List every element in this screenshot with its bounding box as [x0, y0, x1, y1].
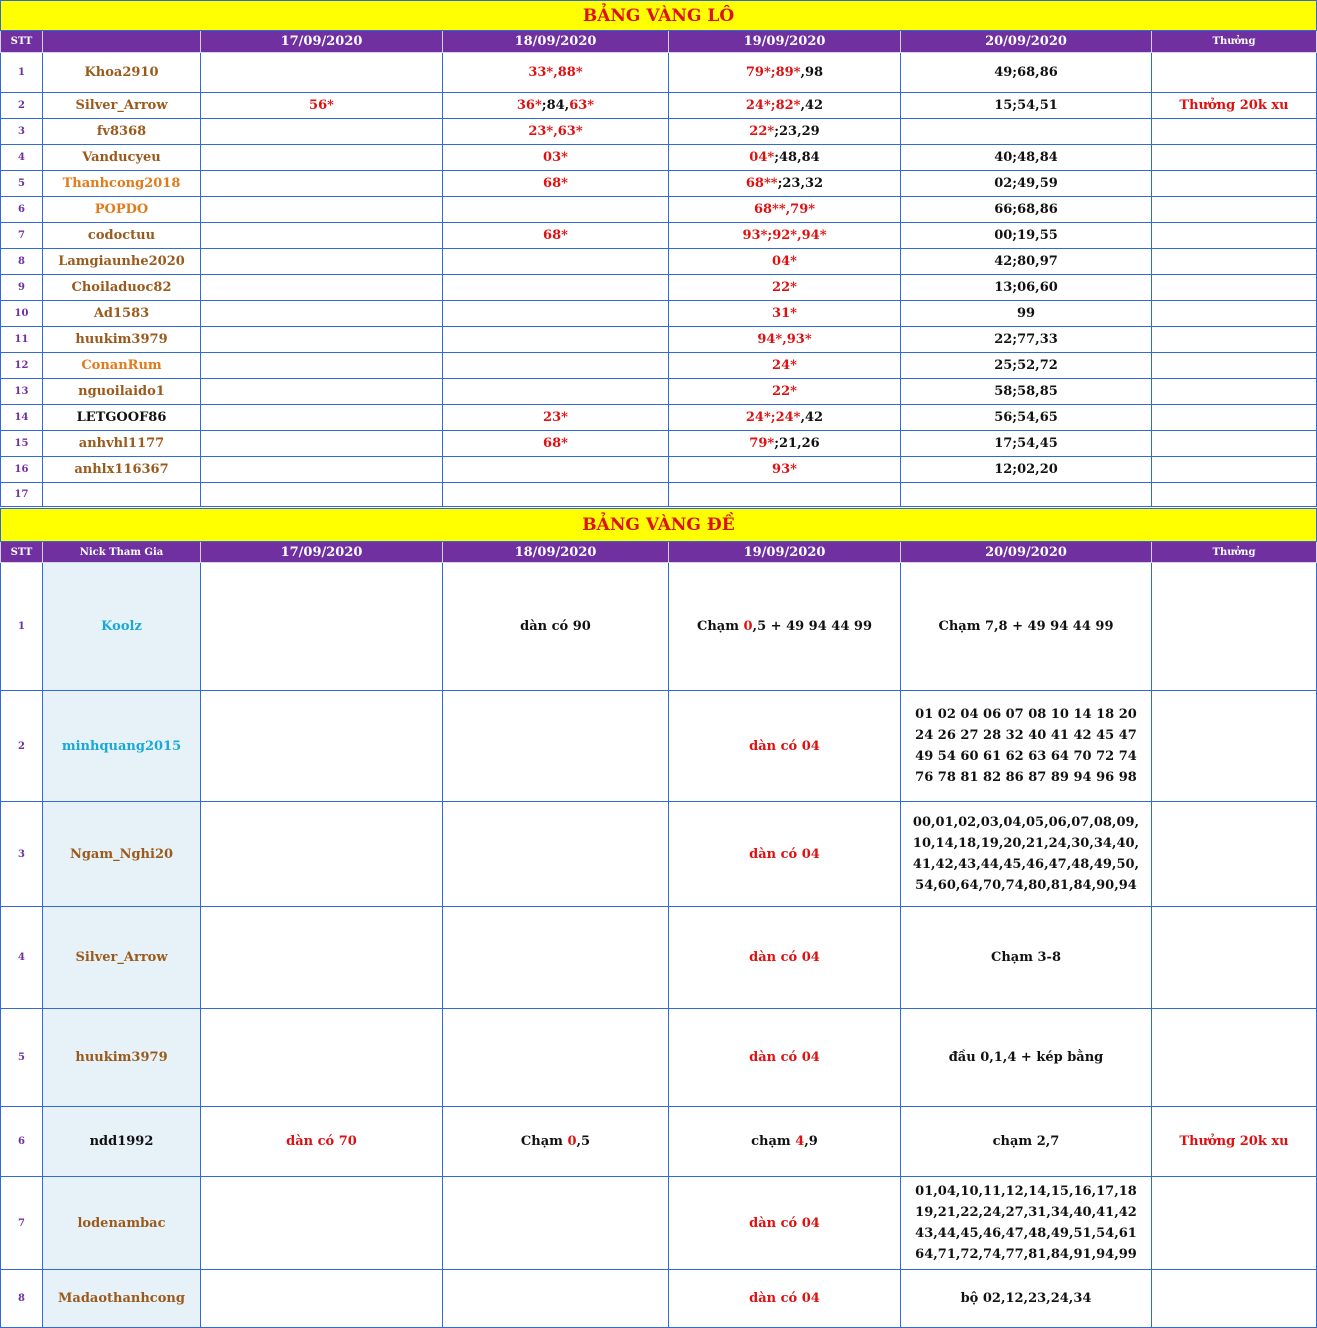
number-line: 01 02 04 06 07 08 10 14 18 20	[915, 707, 1137, 722]
hit-numbers: 24*;82*	[745, 98, 801, 113]
other-numbers: ,42	[800, 98, 824, 113]
other-numbers: ;84,	[541, 98, 570, 113]
cell-17	[201, 301, 443, 327]
row-number: 15	[1, 431, 43, 457]
cell-18	[443, 249, 669, 275]
reward-cell	[1152, 249, 1317, 275]
number-line: 10,14,18,19,20,21,24,30,34,40,	[912, 836, 1140, 851]
nick-name: Vanducyeu	[43, 145, 201, 171]
cell-19: dàn có 04	[669, 1009, 901, 1107]
header-date-20: 20/09/2020	[901, 31, 1152, 53]
cell-20	[901, 119, 1152, 145]
hit-numbers: 68*	[543, 436, 568, 451]
highlight-digit: 4	[795, 1134, 805, 1149]
header-nick	[43, 31, 201, 53]
cell-20: 25;52,72	[901, 353, 1152, 379]
cell-18	[443, 457, 669, 483]
nick-name	[43, 483, 201, 507]
cell-18	[443, 171, 669, 197]
cell-text: ,5 + 49 94 44 99	[752, 619, 873, 634]
nick-name: Koolz	[43, 563, 201, 691]
cell-19	[669, 301, 901, 327]
nick-name: Silver_Arrow	[43, 907, 201, 1009]
header-date-18: 18/09/2020	[443, 542, 669, 563]
cell-17: dàn có 70	[201, 1107, 443, 1177]
cell-17	[201, 563, 443, 691]
reward-cell	[1152, 53, 1317, 93]
table-row	[1, 405, 1317, 431]
cell-19	[669, 379, 901, 405]
cell-17	[201, 53, 443, 93]
nick-name: ConanRum	[43, 353, 201, 379]
cell-18	[443, 93, 669, 119]
table-row	[1, 457, 1317, 483]
nick-name: Khoa2910	[43, 53, 201, 93]
nick-name: Madaothanhcong	[43, 1270, 201, 1328]
cell-19: dàn có 04	[669, 1270, 901, 1328]
table-row	[1, 249, 1317, 275]
row-number: 3	[1, 802, 43, 907]
reward-cell	[1152, 457, 1317, 483]
table-row	[1, 802, 1317, 907]
row-number: 2	[1, 691, 43, 802]
reward-cell	[1152, 379, 1317, 405]
cell-20: 15;54,51	[901, 93, 1152, 119]
row-number: 7	[1, 1177, 43, 1270]
cell-19	[669, 457, 901, 483]
cell-17	[201, 197, 443, 223]
hit-numbers: 04*	[749, 150, 775, 165]
table-row	[1, 53, 1317, 93]
hit-numbers: 03*	[543, 150, 568, 165]
hit-numbers: 33*,88*	[528, 65, 583, 80]
cell-17	[201, 249, 443, 275]
cell-17	[201, 379, 443, 405]
table-row	[1, 691, 1317, 802]
row-number: 5	[1, 1009, 43, 1107]
header-stt: STT	[1, 542, 43, 563]
cell-20: 12;02,20	[901, 457, 1152, 483]
cell-18	[443, 1177, 669, 1270]
reward-cell	[1152, 145, 1317, 171]
table-row	[1, 223, 1317, 249]
reward-cell: Thưởng 20k xu	[1152, 93, 1317, 119]
cell-20	[901, 1270, 1152, 1328]
nick-name: huukim3979	[43, 1009, 201, 1107]
cell-18: dàn có 90	[443, 563, 669, 691]
table-row	[1, 301, 1317, 327]
cell-20	[901, 907, 1152, 1009]
cell-19	[669, 275, 901, 301]
nick-name: Ad1583	[43, 301, 201, 327]
cell-18	[443, 275, 669, 301]
number-line: 19,21,22,24,27,31,34,40,41,42	[915, 1205, 1137, 1220]
row-number: 9	[1, 275, 43, 301]
cell-20: 49;68,86	[901, 53, 1152, 93]
cell-18	[443, 119, 669, 145]
nick-name: nguoilaido1	[43, 379, 201, 405]
nick-name: POPDO	[43, 197, 201, 223]
cell-19	[669, 223, 901, 249]
hit-numbers: 68**,79*	[753, 202, 816, 217]
cell-text: ,5	[576, 1134, 591, 1149]
cell-17	[201, 171, 443, 197]
cell-19: dàn có 04	[669, 907, 901, 1009]
cell-17	[201, 353, 443, 379]
cell-17	[201, 431, 443, 457]
nick-name: Thanhcong2018	[43, 171, 201, 197]
other-numbers: ;21,26	[774, 436, 820, 451]
de-title: BẢNG VÀNG ĐỀ	[1, 509, 1317, 542]
cell-17	[201, 223, 443, 249]
cell-19: dàn có 04	[669, 1177, 901, 1270]
reward-cell	[1152, 1009, 1317, 1107]
cell-17: 56*	[201, 93, 443, 119]
header-date-19: 19/09/2020	[669, 31, 901, 53]
number-line: 43,44,45,46,47,48,49,51,54,61	[915, 1226, 1137, 1241]
cell-18	[443, 301, 669, 327]
number-line: 54,60,64,70,74,80,81,84,90,94	[915, 878, 1137, 893]
cell-20: 02;49,59	[901, 171, 1152, 197]
highlight-digit: 0	[743, 619, 753, 634]
row-number: 6	[1, 1107, 43, 1177]
row-number: 14	[1, 405, 43, 431]
cell-19: dàn có 04	[669, 691, 901, 802]
row-number: 11	[1, 327, 43, 353]
other-numbers: ;48,84	[774, 150, 820, 165]
reward-cell	[1152, 1270, 1317, 1328]
other-numbers: ;23,29	[774, 124, 820, 139]
hit-numbers: 04*	[772, 254, 797, 269]
table-row	[1, 379, 1317, 405]
hit-numbers: 68*	[543, 228, 568, 243]
cell-text: Chạm	[520, 1134, 568, 1149]
reward-cell	[1152, 907, 1317, 1009]
row-number: 10	[1, 301, 43, 327]
cell-20	[901, 691, 1152, 802]
table-row	[1, 145, 1317, 171]
hit-numbers: 79*;89*	[745, 65, 801, 80]
cell-17	[201, 119, 443, 145]
header-date-18: 18/09/2020	[443, 31, 669, 53]
reward-cell	[1152, 327, 1317, 353]
cell-19	[669, 119, 901, 145]
cell-19	[669, 353, 901, 379]
hit-numbers: 23*	[543, 410, 568, 425]
cell-text: ,9	[804, 1134, 818, 1149]
table-row	[1, 1270, 1317, 1328]
cell-19	[669, 405, 901, 431]
cell-18	[443, 691, 669, 802]
row-number: 4	[1, 907, 43, 1009]
hit-numbers: 93*	[772, 462, 797, 477]
number-line: 01,04,10,11,12,14,15,16,17,18	[915, 1184, 1137, 1199]
nick-name: Ngam_Nghi20	[43, 802, 201, 907]
table-row	[1, 171, 1317, 197]
reward-cell	[1152, 691, 1317, 802]
number-line: chạm 2,7	[992, 1134, 1060, 1149]
cell-text: chạm	[751, 1134, 796, 1149]
hit-numbers: 68**	[745, 176, 778, 191]
table-row	[1, 1009, 1317, 1107]
cell-18	[443, 379, 669, 405]
header-date-17: 17/09/2020	[201, 542, 443, 563]
nick-name: fv8368	[43, 119, 201, 145]
cell-18	[443, 145, 669, 171]
cell-19	[669, 93, 901, 119]
row-number: 4	[1, 145, 43, 171]
number-line: Chạm 7,8 + 49 94 44 99	[938, 619, 1114, 634]
row-number: 16	[1, 457, 43, 483]
row-number: 6	[1, 197, 43, 223]
hit-numbers: 24*	[772, 358, 797, 373]
cell-19	[669, 431, 901, 457]
cell-18	[443, 353, 669, 379]
row-number: 8	[1, 249, 43, 275]
hit-numbers: 63*	[569, 98, 595, 113]
cell-17	[201, 1009, 443, 1107]
table-row	[1, 327, 1317, 353]
number-line: 41,42,43,44,45,46,47,48,49,50,	[912, 857, 1140, 872]
cell-19	[669, 1107, 901, 1177]
table-row	[1, 353, 1317, 379]
cell-18	[443, 327, 669, 353]
hit-numbers: 22*	[772, 384, 797, 399]
hit-numbers: 79*	[749, 436, 775, 451]
cell-17	[201, 1177, 443, 1270]
hit-numbers: 24*;24*	[745, 410, 801, 425]
nick-name: minhquang2015	[43, 691, 201, 802]
header-nick: Nick Tham Gia	[43, 542, 201, 563]
nick-name: Silver_Arrow	[43, 93, 201, 119]
header-date-20: 20/09/2020	[901, 542, 1152, 563]
table-row	[1, 275, 1317, 301]
cell-17	[201, 457, 443, 483]
table-row	[1, 907, 1317, 1009]
reward-cell	[1152, 275, 1317, 301]
table-row	[1, 197, 1317, 223]
cell-19	[669, 563, 901, 691]
cell-19	[669, 327, 901, 353]
cell-17	[201, 275, 443, 301]
de-table	[0, 508, 1317, 1328]
reward-cell	[1152, 802, 1317, 907]
header-date-19: 19/09/2020	[669, 542, 901, 563]
cell-19	[669, 197, 901, 223]
cell-18	[443, 431, 669, 457]
reward-cell	[1152, 301, 1317, 327]
number-line: 76 78 81 82 86 87 89 94 96 98	[915, 770, 1137, 785]
row-number: 8	[1, 1270, 43, 1328]
hit-numbers: 23*,63*	[528, 124, 583, 139]
number-line: Chạm 3-8	[991, 950, 1061, 965]
hit-numbers: 22*	[772, 280, 797, 295]
cell-20: 66;68,86	[901, 197, 1152, 223]
hit-numbers: 22*	[749, 124, 775, 139]
nick-name: anhlx116367	[43, 457, 201, 483]
cell-17	[201, 483, 443, 507]
cell-17	[201, 1270, 443, 1328]
reward-cell	[1152, 353, 1317, 379]
header-reward: Thưởng	[1152, 542, 1317, 563]
row-number: 1	[1, 563, 43, 691]
header-reward: Thưởng	[1152, 31, 1317, 53]
cell-18	[443, 907, 669, 1009]
cell-text: Chạm	[696, 619, 744, 634]
table-row	[1, 1177, 1317, 1270]
cell-19	[669, 171, 901, 197]
reward-cell	[1152, 483, 1317, 507]
other-numbers: ,42	[800, 410, 824, 425]
row-number: 1	[1, 53, 43, 93]
header-stt: STT	[1, 31, 43, 53]
header-date-17: 17/09/2020	[201, 31, 443, 53]
cell-18	[443, 405, 669, 431]
cell-20	[901, 483, 1152, 507]
reward-cell	[1152, 171, 1317, 197]
cell-20: 13;06,60	[901, 275, 1152, 301]
cell-17	[201, 691, 443, 802]
cell-20: 56;54,65	[901, 405, 1152, 431]
number-line: 49 54 60 61 62 63 64 70 72 74	[915, 749, 1137, 764]
number-line: 64,71,72,74,77,81,84,91,94,99	[915, 1247, 1137, 1262]
cell-19	[669, 53, 901, 93]
cell-20: 22;77,33	[901, 327, 1152, 353]
reward-cell	[1152, 119, 1317, 145]
hit-numbers: 94*,93*	[757, 332, 812, 347]
reward-cell	[1152, 223, 1317, 249]
cell-17	[201, 405, 443, 431]
nick-name: LETGOOF86	[43, 405, 201, 431]
cell-20	[901, 1177, 1152, 1270]
row-number: 17	[1, 483, 43, 507]
number-line: 00,01,02,03,04,05,06,07,08,09,	[912, 815, 1140, 830]
other-numbers: ,98	[800, 65, 824, 80]
cell-18	[443, 223, 669, 249]
cell-19	[669, 249, 901, 275]
row-number: 3	[1, 119, 43, 145]
cell-18	[443, 1270, 669, 1328]
table-row	[1, 1107, 1317, 1177]
cell-18	[443, 53, 669, 93]
nick-name: codoctuu	[43, 223, 201, 249]
nick-name: Choiladuoc82	[43, 275, 201, 301]
reward-cell: Thưởng 20k xu	[1152, 1107, 1317, 1177]
row-number: 13	[1, 379, 43, 405]
hit-numbers: 31*	[772, 306, 797, 321]
cell-20: 40;48,84	[901, 145, 1152, 171]
nick-name: ndd1992	[43, 1107, 201, 1177]
table-row	[1, 93, 1317, 119]
row-number: 12	[1, 353, 43, 379]
number-line: bộ 02,12,23,24,34	[960, 1291, 1092, 1306]
cell-20: 99	[901, 301, 1152, 327]
cell-20: 58;58,85	[901, 379, 1152, 405]
cell-20: 00;19,55	[901, 223, 1152, 249]
cell-18	[443, 802, 669, 907]
row-number: 5	[1, 171, 43, 197]
cell-17	[201, 802, 443, 907]
cell-18	[443, 1107, 669, 1177]
nick-name: huukim3979	[43, 327, 201, 353]
cell-17	[201, 145, 443, 171]
number-line: đầu 0,1,4 + kép bằng	[948, 1050, 1104, 1065]
number-line: 24 26 27 28 32 40 41 42 45 47	[915, 728, 1137, 743]
row-number: 2	[1, 93, 43, 119]
reward-cell	[1152, 405, 1317, 431]
reward-cell	[1152, 197, 1317, 223]
cell-20	[901, 563, 1152, 691]
cell-18	[443, 197, 669, 223]
lo-table	[0, 0, 1317, 507]
table-row	[1, 483, 1317, 507]
row-number: 7	[1, 223, 43, 249]
hit-numbers: 93*;92*,94*	[742, 228, 827, 243]
table-row	[1, 563, 1317, 691]
cell-20	[901, 802, 1152, 907]
reward-cell	[1152, 563, 1317, 691]
nick-name: anhvhl1177	[43, 431, 201, 457]
lo-title: BẢNG VÀNG LÔ	[1, 1, 1317, 31]
other-numbers: ;23,32	[777, 176, 824, 191]
cell-18	[443, 1009, 669, 1107]
hit-numbers: 68*	[543, 176, 568, 191]
cell-20: 17;54,45	[901, 431, 1152, 457]
cell-17	[201, 327, 443, 353]
cell-19	[669, 145, 901, 171]
hit-numbers: 36*	[516, 98, 542, 113]
cell-20	[901, 1107, 1152, 1177]
cell-19	[669, 483, 901, 507]
cell-18	[443, 483, 669, 507]
cell-20	[901, 1009, 1152, 1107]
table-row	[1, 119, 1317, 145]
cell-20: 42;80,97	[901, 249, 1152, 275]
table-row	[1, 431, 1317, 457]
reward-cell	[1152, 431, 1317, 457]
cell-19: dàn có 04	[669, 802, 901, 907]
reward-cell	[1152, 1177, 1317, 1270]
cell-17	[201, 907, 443, 1009]
highlight-digit: 0	[567, 1134, 577, 1149]
nick-name: lodenambac	[43, 1177, 201, 1270]
nick-name: Lamgiaunhe2020	[43, 249, 201, 275]
